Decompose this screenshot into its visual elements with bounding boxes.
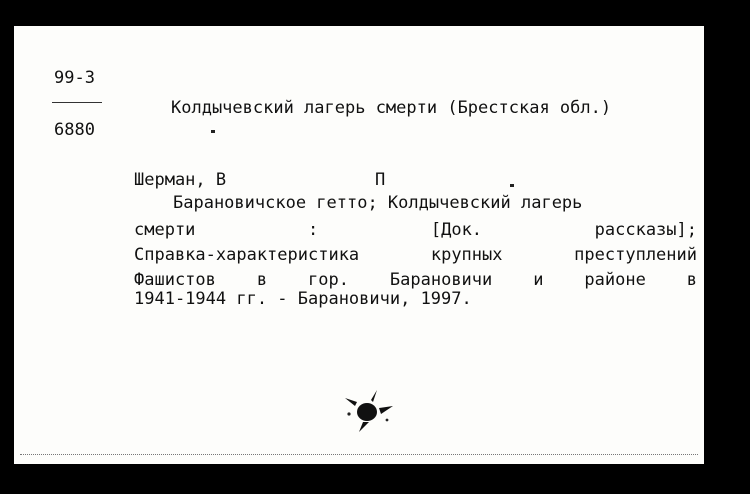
body-line-5: 1941-1944 гг. - Барановичи, 1997. [134,289,472,309]
body-line-3: Справка-характеристика крупных преступлений [134,245,697,265]
catalog-card [14,26,704,464]
author-name: Шерман, В [134,170,227,190]
body-line-2: смерти : [Док. рассказы]; [134,220,697,240]
call-number-bottom: 6880 [54,120,95,140]
bottom-border-dots [20,454,698,455]
call-number-top: 99-3 [54,68,95,88]
body-line-1: Барановичское гетто; Колдычевский лагерь [173,193,583,213]
call-number-divider [52,102,102,103]
ink-speck [211,130,215,133]
body-line-4: Фашистов в гор. Барановичи и районе в [134,270,697,290]
ink-blot-icon [337,384,397,434]
author-initial-2: П [375,170,386,190]
ink-speck [510,184,514,187]
heading-text: Колдычевский лагерь смерти (Брестская обл.) [171,98,612,118]
